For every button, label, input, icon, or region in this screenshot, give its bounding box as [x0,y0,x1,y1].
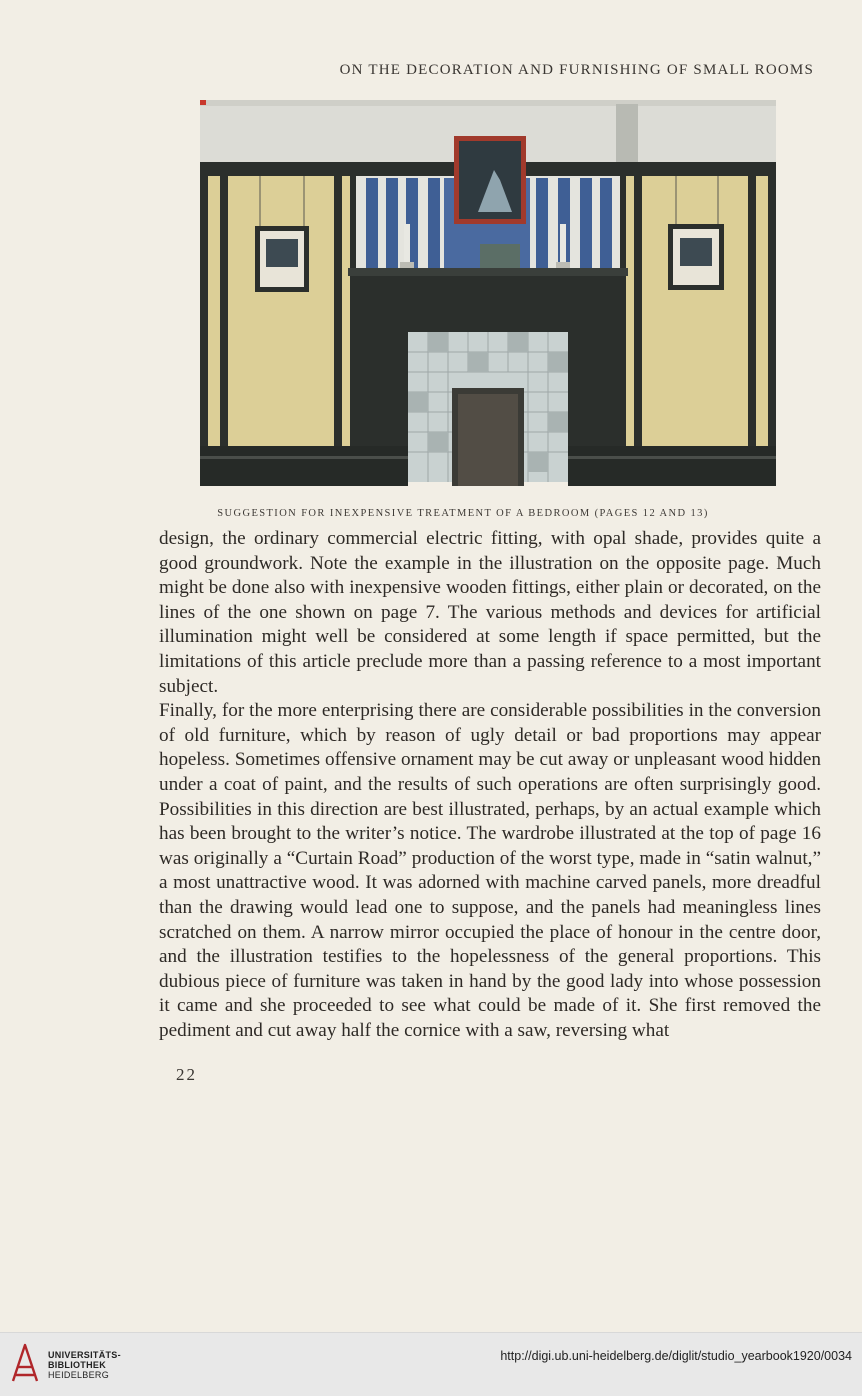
library-name-line: UNIVERSITÄTS- [48,1350,121,1360]
bedroom-illustration [200,100,776,486]
paragraph: design, the ordinary commercial electric fitting, with opal shade, provides quite a good groundwork. Note the example in the illustration on the opposite page. Much might be done also with inexpensive wooden fittings, either plain or decorated, on the lines of the one shown on page 7. The various methods and devices for artificial illumination might well be considered at some length if space permitted, but the limitations of this article preclude more than a passing reference to a most important subject. [159,528,821,697]
plate-caption: SUGGESTION FOR INEXPENSIVE TREATMENT OF A BEDROOM (PAGES 12 AND 13) [217,508,709,519]
running-head: ON THE DECORATION AND FURNISHING OF SMALL ROOMS [339,62,814,78]
viewer-footer [0,1332,862,1396]
library-name-line: BIBLIOTHEK [48,1360,106,1370]
paragraph: Finally, for the more enterprising there are considerable possibilities in the conversion of old furniture, which by reason of ugly detail or bad proportions may appear hopeless. Sometimes offensive ornament may be cut away or unpleasant wood hidden under a coat of paint, and the results of such operations are often surprisingly good. Possibilities in this direction are best illustrated, perhaps, by an actual example which has been brought to the writer’s notice. The wardrobe illustrated at the top of page 16 was originally a “Curtain Road” production of the worst type, made in “satin walnut,” a most unattractive wood. It was adorned with machine carved panels, more dreadful than the drawing would lead one to suppose, and the panels had meaningless lines scratched on them. A narrow mirror occupied the place of honour in the centre door, and the illustration testifies to the hopelessness of the general proportions. This dubious piece of furniture was taken in hand by the good lady into whose possession it came and she proceeded to see what could be made of it. She first removed the pediment and cut away half the cornice with a saw, reversing what [159,700,821,1041]
library-name-line: HEIDELBERG [48,1370,110,1380]
library-logo-icon[interactable] [10,1341,40,1387]
article-body [159,527,821,1043]
library-name [48,1350,121,1380]
source-url-link[interactable]: http://digi.ub.uni-heidelberg.de/diglit/studio_yearbook1920/0034 [500,1349,852,1363]
page-number: 22 [176,1065,197,1084]
